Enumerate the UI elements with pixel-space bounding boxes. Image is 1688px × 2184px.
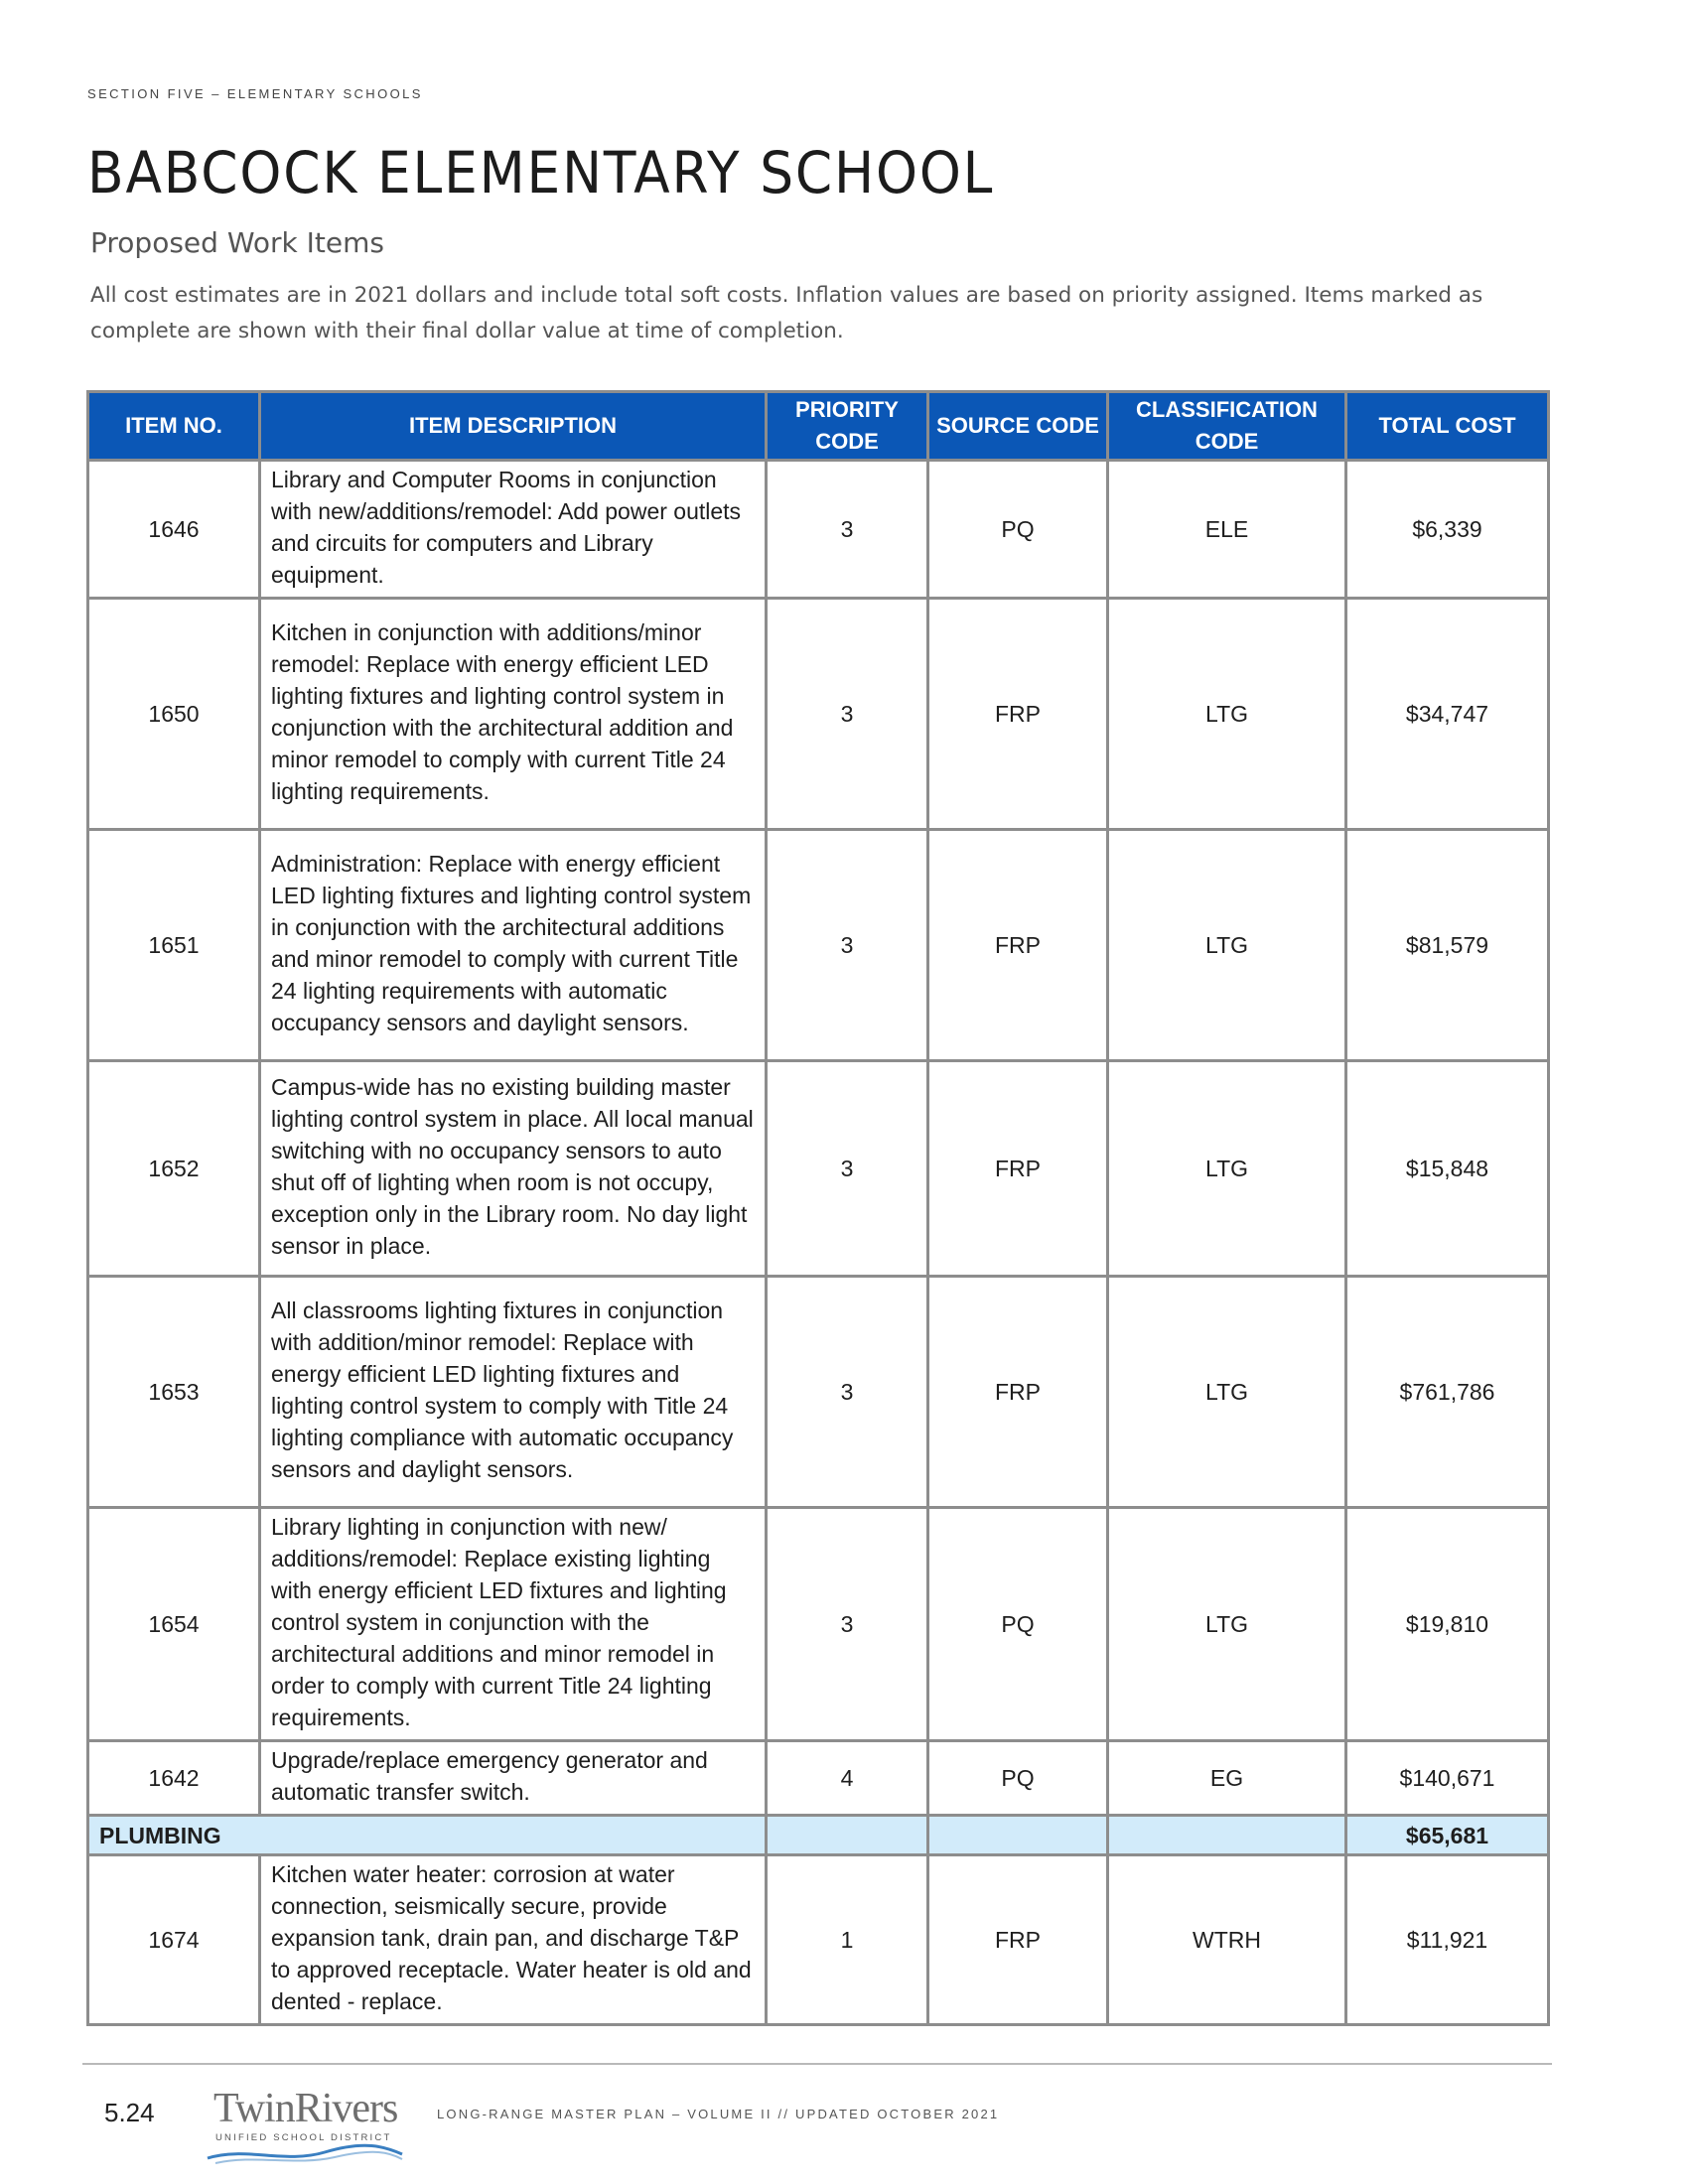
twin-rivers-logo <box>206 2085 404 2166</box>
page-subtitle: Proposed Work Items <box>90 226 384 259</box>
column-header-classification: CLASSIFICATION CODE <box>1108 392 1346 461</box>
cell-priority: 3 <box>767 1508 928 1741</box>
category-empty-cell <box>767 1816 928 1855</box>
cell-item-no: 1651 <box>88 830 260 1061</box>
wave-icon <box>206 2142 404 2166</box>
table-row <box>88 1277 1549 1508</box>
work-items-table <box>86 390 1550 2026</box>
category-row-plumbing <box>88 1816 1549 1855</box>
page-number: 5.24 <box>104 2098 155 2127</box>
cell-classification: EG <box>1108 1741 1346 1816</box>
cell-cost: $15,848 <box>1346 1061 1549 1277</box>
cell-priority: 3 <box>767 599 928 830</box>
cell-cost: $140,671 <box>1346 1741 1549 1816</box>
table-row <box>88 1741 1549 1816</box>
cell-source: PQ <box>928 461 1108 599</box>
cell-classification: ELE <box>1108 461 1346 599</box>
table-row <box>88 1508 1549 1741</box>
cell-item-no: 1653 <box>88 1277 260 1508</box>
cell-source: PQ <box>928 1508 1108 1741</box>
cell-cost: $11,921 <box>1346 1855 1549 2025</box>
column-header-cost: TOTAL COST <box>1346 392 1549 461</box>
table-row <box>88 599 1549 830</box>
cell-priority: 3 <box>767 461 928 599</box>
cell-cost: $81,579 <box>1346 830 1549 1061</box>
cell-classification: LTG <box>1108 1061 1346 1277</box>
cell-source: PQ <box>928 1741 1108 1816</box>
table-header-row <box>88 392 1549 461</box>
category-name: PLUMBING <box>88 1816 767 1855</box>
logo-wordmark: TwinRivers <box>213 2086 398 2131</box>
logo-tagline: UNIFIED SCHOOL DISTRICT <box>215 2132 392 2143</box>
cell-description: Upgrade/replace emergency generator and automatic transfer switch. <box>260 1741 767 1816</box>
cell-priority: 3 <box>767 830 928 1061</box>
cell-item-no: 1652 <box>88 1061 260 1277</box>
cell-classification: LTG <box>1108 1277 1346 1508</box>
column-header-item-no: ITEM NO. <box>88 392 260 461</box>
table-row <box>88 1855 1549 2025</box>
cell-item-no: 1642 <box>88 1741 260 1816</box>
cell-source: FRP <box>928 1061 1108 1277</box>
cell-classification: LTG <box>1108 830 1346 1061</box>
cell-priority: 4 <box>767 1741 928 1816</box>
column-header-source: SOURCE CODE <box>928 392 1108 461</box>
cell-classification: WTRH <box>1108 1855 1346 2025</box>
category-total-cost: $65,681 <box>1346 1816 1549 1855</box>
cell-priority: 1 <box>767 1855 928 2025</box>
column-header-priority: PRIORITY CODE <box>767 392 928 461</box>
cell-item-no: 1646 <box>88 461 260 599</box>
cell-description: Campus-wide has no existing building master lighting control system in place. All local manual switching with no occupancy sensors to auto shut off of lighting when room is not occupy, exception only in the Library room. No day light sensor in place. <box>260 1061 767 1277</box>
intro-paragraph: All cost estimates are in 2021 dollars and include total soft costs. Inflation values are based on priority assigned. Items marked as complete are shown with their final dollar value at time of completion. <box>90 283 1483 343</box>
table-row <box>88 830 1549 1061</box>
cell-description: Kitchen water heater: corrosion at water connection, seismically secure, provide expansion tank, drain pan, and discharge T&P to approved receptacle. Water heater is old and dented - replace. <box>260 1855 767 2025</box>
cell-source: FRP <box>928 1277 1108 1508</box>
cell-source: FRP <box>928 599 1108 830</box>
footer-publication-text: LONG-RANGE MASTER PLAN – VOLUME II // UPDATED OCTOBER 2021 <box>437 2107 1000 2121</box>
cell-description: Kitchen in conjunction with additions/minor remodel: Replace with energy efficient LED lighting fixtures and lighting control system in conjunction with the architectural addition and minor remodel to comply with current Title 24 lighting requirements. <box>260 599 767 830</box>
cell-priority: 3 <box>767 1277 928 1508</box>
category-empty-cell <box>928 1816 1108 1855</box>
cell-description: All classrooms lighting fixtures in conjunction with addition/minor remodel: Replace with energy efficient LED lighting fixtures and lighting control system to comply with Title 24 lighting compliance with automatic occupancy sensors and daylight sensors. <box>260 1277 767 1508</box>
cell-priority: 3 <box>767 1061 928 1277</box>
cell-item-no: 1674 <box>88 1855 260 2025</box>
section-label: SECTION FIVE – ELEMENTARY SCHOOLS <box>87 86 423 101</box>
cell-cost: $6,339 <box>1346 461 1549 599</box>
category-empty-cell <box>1108 1816 1346 1855</box>
cell-item-no: 1654 <box>88 1508 260 1741</box>
cell-item-no: 1650 <box>88 599 260 830</box>
page-title: BABCOCK ELEMENTARY SCHOOL <box>87 139 995 206</box>
table-row <box>88 461 1549 599</box>
cell-classification: LTG <box>1108 1508 1346 1741</box>
column-header-description: ITEM DESCRIPTION <box>260 392 767 461</box>
cell-description: Library and Computer Rooms in conjunction with new/additions/remodel: Add power outlets and circuits for computers and Library equipment. <box>260 461 767 599</box>
cell-cost: $19,810 <box>1346 1508 1549 1741</box>
cell-description: Library lighting in conjunction with new/ additions/remodel: Replace existing lighting with energy efficient LED fixtures and lighting control system in conjunction with the architectural additions and minor remodel in order to comply with current Title 24 lighting requirements. <box>260 1508 767 1741</box>
cell-cost: $761,786 <box>1346 1277 1549 1508</box>
cell-cost: $34,747 <box>1346 599 1549 830</box>
table-row <box>88 1061 1549 1277</box>
cell-source: FRP <box>928 1855 1108 2025</box>
cell-description: Administration: Replace with energy efficient LED lighting fixtures and lighting control system in conjunction with the architectural additions and minor remodel to comply with current Title 24 lighting requirements with automatic occupancy sensors and daylight sensors. <box>260 830 767 1061</box>
cell-classification: LTG <box>1108 599 1346 830</box>
footer-divider <box>82 2063 1552 2065</box>
cell-source: FRP <box>928 830 1108 1061</box>
